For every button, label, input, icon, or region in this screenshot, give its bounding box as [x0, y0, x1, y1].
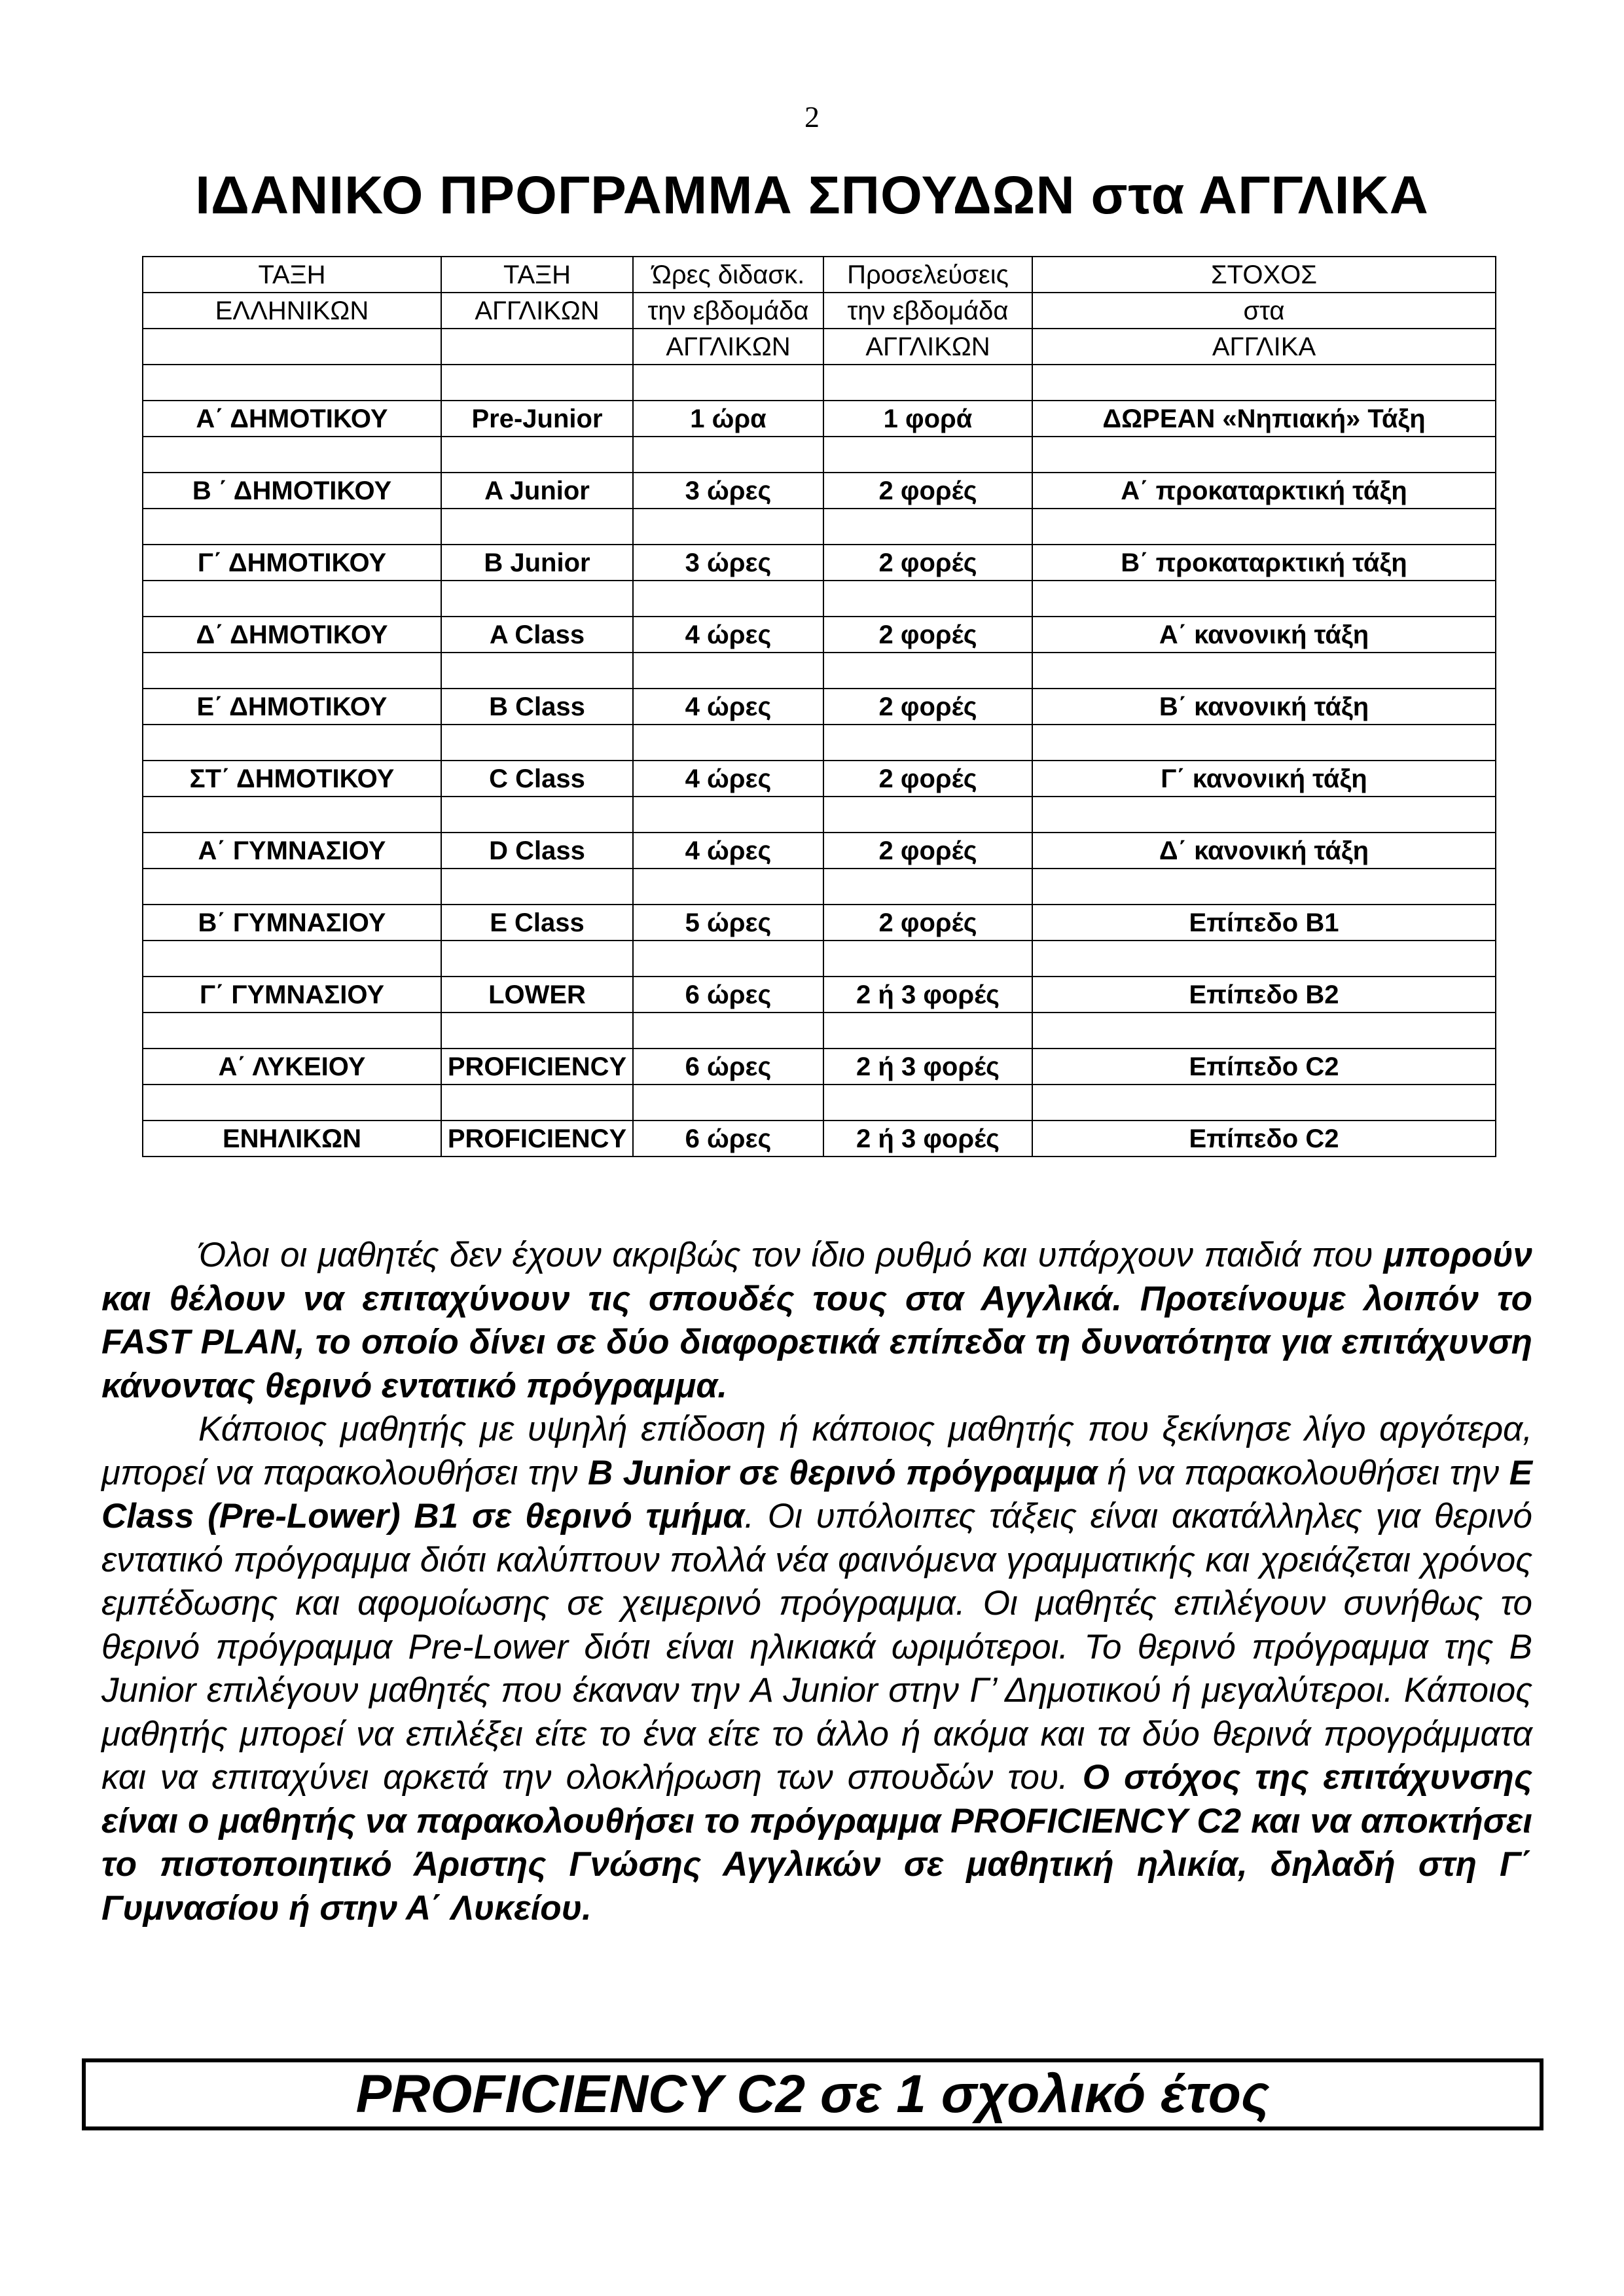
table-row	[143, 1049, 1496, 1085]
table-cell: D Class	[441, 833, 633, 869]
table-cell	[441, 437, 633, 473]
table-cell	[441, 509, 633, 545]
table-cell	[1032, 941, 1496, 977]
table-cell	[823, 365, 1032, 401]
table-cell: Ώρες διδασκ.	[633, 257, 823, 293]
table-cell	[143, 1013, 441, 1049]
table-cell	[441, 941, 633, 977]
table-cell: ΣΤΟΧΟΣ	[1032, 257, 1496, 293]
table-cell: ΔΩΡΕΑΝ «Νηπιακή» Τάξη	[1032, 401, 1496, 437]
table-cell: Β΄ κανονική τάξη	[1032, 689, 1496, 725]
table-spacer-row	[143, 365, 1496, 401]
table-cell	[823, 437, 1032, 473]
table-cell: Επίπεδο C2	[1032, 1049, 1496, 1085]
table-cell: B Class	[441, 689, 633, 725]
table-cell: Δ΄ ΔΗΜΟΤΙΚΟΥ	[143, 617, 441, 653]
table-cell: ΤΑΞΗ	[441, 257, 633, 293]
table-cell	[633, 869, 823, 905]
table-cell: LOWER	[441, 977, 633, 1013]
table-cell: 1 φορά	[823, 401, 1032, 437]
paragraph2-part2: ή να παρακολουθήσει την	[1097, 1453, 1509, 1492]
proficiency-promo-box	[82, 2058, 1543, 2130]
page-number: 2	[804, 100, 820, 134]
table-cell	[1032, 869, 1496, 905]
paragraph-summer-program	[101, 1408, 1532, 1930]
table-cell: Γ΄ κανονική τάξη	[1032, 761, 1496, 797]
table-row	[143, 401, 1496, 437]
table-cell: Α΄ κανονική τάξη	[1032, 617, 1496, 653]
table-cell	[1032, 1085, 1496, 1121]
table-cell: Γ΄ ΔΗΜΟΤΙΚΟΥ	[143, 545, 441, 581]
table-cell: 2 φορές	[823, 833, 1032, 869]
table-cell	[143, 365, 441, 401]
table-cell	[633, 653, 823, 689]
table-spacer-row	[143, 653, 1496, 689]
table-cell: 4 ώρες	[633, 761, 823, 797]
table-cell: Β΄ ΓΥΜΝΑΣΙΟΥ	[143, 905, 441, 941]
table-cell	[143, 329, 441, 365]
table-cell	[1032, 1013, 1496, 1049]
table-cell: ΣΤ΄ ΔΗΜΟΤΙΚΟΥ	[143, 761, 441, 797]
table-cell: B Junior	[441, 545, 633, 581]
table-cell	[633, 1085, 823, 1121]
table-spacer-row	[143, 869, 1496, 905]
table-cell: στα	[1032, 293, 1496, 329]
paragraph2-bold2: E Class (Pre-Lower) B1 σε θερινό τμήμα	[101, 1453, 1532, 1535]
table-cell: Επίπεδο Β1	[1032, 905, 1496, 941]
table-cell	[143, 437, 441, 473]
paragraph2-part1: Κάποιος μαθητής με υψηλή επίδοση ή κάποιος μαθητής που ξεκίνησε λίγο αργότερα, μπορεί να παρακολουθήσει την	[101, 1410, 1532, 1492]
table-cell	[143, 653, 441, 689]
table-cell	[633, 725, 823, 761]
table-row	[143, 977, 1496, 1013]
table-cell: PROFICIENCY	[441, 1049, 633, 1085]
table-cell	[143, 581, 441, 617]
table-row	[143, 761, 1496, 797]
table-cell	[143, 869, 441, 905]
promo-text: PROFICIENCY C2 σε 1 σχολικό έτος	[355, 2064, 1270, 2124]
table-cell: Α΄ ΛΥΚΕΙΟΥ	[143, 1049, 441, 1085]
table-header-row	[143, 329, 1496, 365]
table-cell: 1 ώρα	[633, 401, 823, 437]
table-row	[143, 905, 1496, 941]
table-cell: ΑΓΓΛΙΚΑ	[1032, 329, 1496, 365]
table-row	[143, 1121, 1496, 1157]
page-title: ΙΔΑΝΙΚΟ ΠΡΟΓΡΑΜΜΑ ΣΠΟΥΔΩΝ στα ΑΓΓΛΙΚΑ	[195, 166, 1429, 225]
table-cell	[823, 1013, 1032, 1049]
table-cell	[823, 1085, 1032, 1121]
table-cell	[1032, 365, 1496, 401]
table-cell	[1032, 509, 1496, 545]
table-row	[143, 473, 1496, 509]
table-cell: ΕΛΛΗΝΙΚΩΝ	[143, 293, 441, 329]
table-spacer-row	[143, 797, 1496, 833]
table-cell: Pre-Junior	[441, 401, 633, 437]
paragraph1-bold: μπορούν και θέλουν να επιταχύνουν τις σπουδές τους στα Αγγλικά. Προτείνουμε λοιπόν το FAST PLAN, το οποίο δίνει σε δύο διαφορετικά επίπεδα τη δυνατότητα για επιτάχυνση κάνοντας θερινό εντατικό πρόγραμμα.	[101, 1236, 1532, 1405]
table-header-row	[143, 257, 1496, 293]
table-spacer-row	[143, 941, 1496, 977]
table-cell	[441, 365, 633, 401]
table-cell: Β΄ προκαταρκτική τάξη	[1032, 545, 1496, 581]
table-cell: 2 φορές	[823, 905, 1032, 941]
table-cell: 2 φορές	[823, 761, 1032, 797]
table-cell	[1032, 581, 1496, 617]
table-cell	[441, 581, 633, 617]
table-cell: 4 ώρες	[633, 833, 823, 869]
table-row	[143, 617, 1496, 653]
table-cell: Α΄ ΔΗΜΟΤΙΚΟΥ	[143, 401, 441, 437]
table-cell	[143, 509, 441, 545]
paragraph-fast-plan	[101, 1234, 1532, 1408]
table-cell	[823, 869, 1032, 905]
table-cell: 2 φορές	[823, 545, 1032, 581]
table-cell: C Class	[441, 761, 633, 797]
table-cell	[633, 797, 823, 833]
table-row	[143, 689, 1496, 725]
table-spacer-row	[143, 1085, 1496, 1121]
table-cell	[441, 797, 633, 833]
table-cell: την εβδομάδα	[633, 293, 823, 329]
table-cell: Επίπεδο C2	[1032, 1121, 1496, 1157]
table-cell: PROFICIENCY	[441, 1121, 633, 1157]
table-cell	[633, 1013, 823, 1049]
table-cell	[441, 1085, 633, 1121]
table-cell	[1032, 437, 1496, 473]
table-spacer-row	[143, 437, 1496, 473]
table-cell: 4 ώρες	[633, 689, 823, 725]
table-cell	[823, 725, 1032, 761]
table-cell	[1032, 725, 1496, 761]
table-cell: Β ΄ ΔΗΜΟΤΙΚΟΥ	[143, 473, 441, 509]
table-cell	[823, 509, 1032, 545]
table-cell: 6 ώρες	[633, 1049, 823, 1085]
table-cell	[441, 725, 633, 761]
table-row	[143, 545, 1496, 581]
body-text	[101, 1234, 1532, 1930]
table-cell: 2 ή 3 φορές	[823, 1121, 1032, 1157]
table-cell: Γ΄ ΓΥΜΝΑΣΙΟΥ	[143, 977, 441, 1013]
table-cell	[143, 725, 441, 761]
table-cell: 2 ή 3 φορές	[823, 977, 1032, 1013]
table-cell	[633, 941, 823, 977]
table-spacer-row	[143, 1013, 1496, 1049]
table-cell	[823, 941, 1032, 977]
table-cell	[441, 1013, 633, 1049]
table-cell: 2 φορές	[823, 689, 1032, 725]
table-cell: Ε΄ ΔΗΜΟΤΙΚΟΥ	[143, 689, 441, 725]
table-cell: 6 ώρες	[633, 977, 823, 1013]
table-spacer-row	[143, 509, 1496, 545]
table-cell: 2 φορές	[823, 473, 1032, 509]
table-cell	[633, 437, 823, 473]
table-cell: A Junior	[441, 473, 633, 509]
table-cell: ΑΓΓΛΙΚΩΝ	[633, 329, 823, 365]
table-cell	[441, 329, 633, 365]
table-cell: 4 ώρες	[633, 617, 823, 653]
table-cell	[441, 869, 633, 905]
paragraph1-normal: Όλοι οι μαθητές δεν έχουν ακριβώς τον ίδιο ρυθμό και υπάρχουν παιδιά που	[198, 1236, 1384, 1274]
table-row	[143, 833, 1496, 869]
paragraph2-part3: . Οι υπόλοιπες τάξεις είναι ακατάλληλες για θερινό εντατικό πρόγραμμα διότι καλύπτουν πολλά νέα φαινόμενα γραμματικής και χρειάζεται χρόνος εμπέδωσης και αφομοίωσης σε χειμερινό πρόγραμμα. Οι μαθητές επιλέγουν συνήθως το θερινό πρόγραμμα Pre-Lower διότι είναι ηλικιακά ωριμότεροι. Το θερινό πρόγραμμα της B Junior επιλέγουν μαθητές που έκαναν την A Junior στην Γ’ Δημοτικού ή μεγαλύτεροι. Κάποιος μαθητής μπορεί να επιλέξει είτε το ένα είτε το άλλο ή ακόμα και τα δύο θερινά προγράμματα και να επιταχύνει αρκετά την ολοκλήρωση των σπουδών του.	[101, 1497, 1532, 1797]
table-cell: Α΄ προκαταρκτική τάξη	[1032, 473, 1496, 509]
table-cell: 3 ώρες	[633, 545, 823, 581]
table-cell: A Class	[441, 617, 633, 653]
table-cell: 6 ώρες	[633, 1121, 823, 1157]
table-cell: Α΄ ΓΥΜΝΑΣΙΟΥ	[143, 833, 441, 869]
table-cell: ΕΝΗΛΙΚΩΝ	[143, 1121, 441, 1157]
table-cell	[441, 653, 633, 689]
table-spacer-row	[143, 581, 1496, 617]
table-cell	[143, 1085, 441, 1121]
table-cell	[633, 365, 823, 401]
table-header-row	[143, 293, 1496, 329]
table-cell: 3 ώρες	[633, 473, 823, 509]
table-cell	[143, 797, 441, 833]
table-cell: 5 ώρες	[633, 905, 823, 941]
table-cell	[1032, 653, 1496, 689]
table-cell: ΤΑΞΗ	[143, 257, 441, 293]
paragraph2-bold1: B Junior σε θερινό πρόγραμμα	[587, 1453, 1098, 1492]
table-cell: την εβδομάδα	[823, 293, 1032, 329]
table-cell: Επίπεδο Β2	[1032, 977, 1496, 1013]
table-cell	[823, 797, 1032, 833]
table-cell: E Class	[441, 905, 633, 941]
paragraph2-bold3: Ο στόχος της επιτάχυνσης είναι ο μαθητής να παρακολουθήσει το πρόγραμμα PROFICIENCY C2 και να αποκτήσει το πιστοποιητικό Άριστης Γνώσης Αγγλικών σε μαθητική ηλικία, δηλαδή στη Γ΄ Γυμνασίου ή στην Α΄ Λυκείου.	[101, 1758, 1532, 1928]
table-cell	[1032, 797, 1496, 833]
study-program-table	[142, 256, 1496, 1157]
table-cell	[143, 941, 441, 977]
table-cell: 2 φορές	[823, 617, 1032, 653]
table-spacer-row	[143, 725, 1496, 761]
table-cell: ΑΓΓΛΙΚΩΝ	[441, 293, 633, 329]
table-cell	[823, 653, 1032, 689]
table-cell: 2 ή 3 φορές	[823, 1049, 1032, 1085]
table-cell	[633, 581, 823, 617]
table-cell: Προσελεύσεις	[823, 257, 1032, 293]
table-cell	[633, 509, 823, 545]
table-cell	[823, 581, 1032, 617]
table-cell: ΑΓΓΛΙΚΩΝ	[823, 329, 1032, 365]
table-cell: Δ΄ κανονική τάξη	[1032, 833, 1496, 869]
